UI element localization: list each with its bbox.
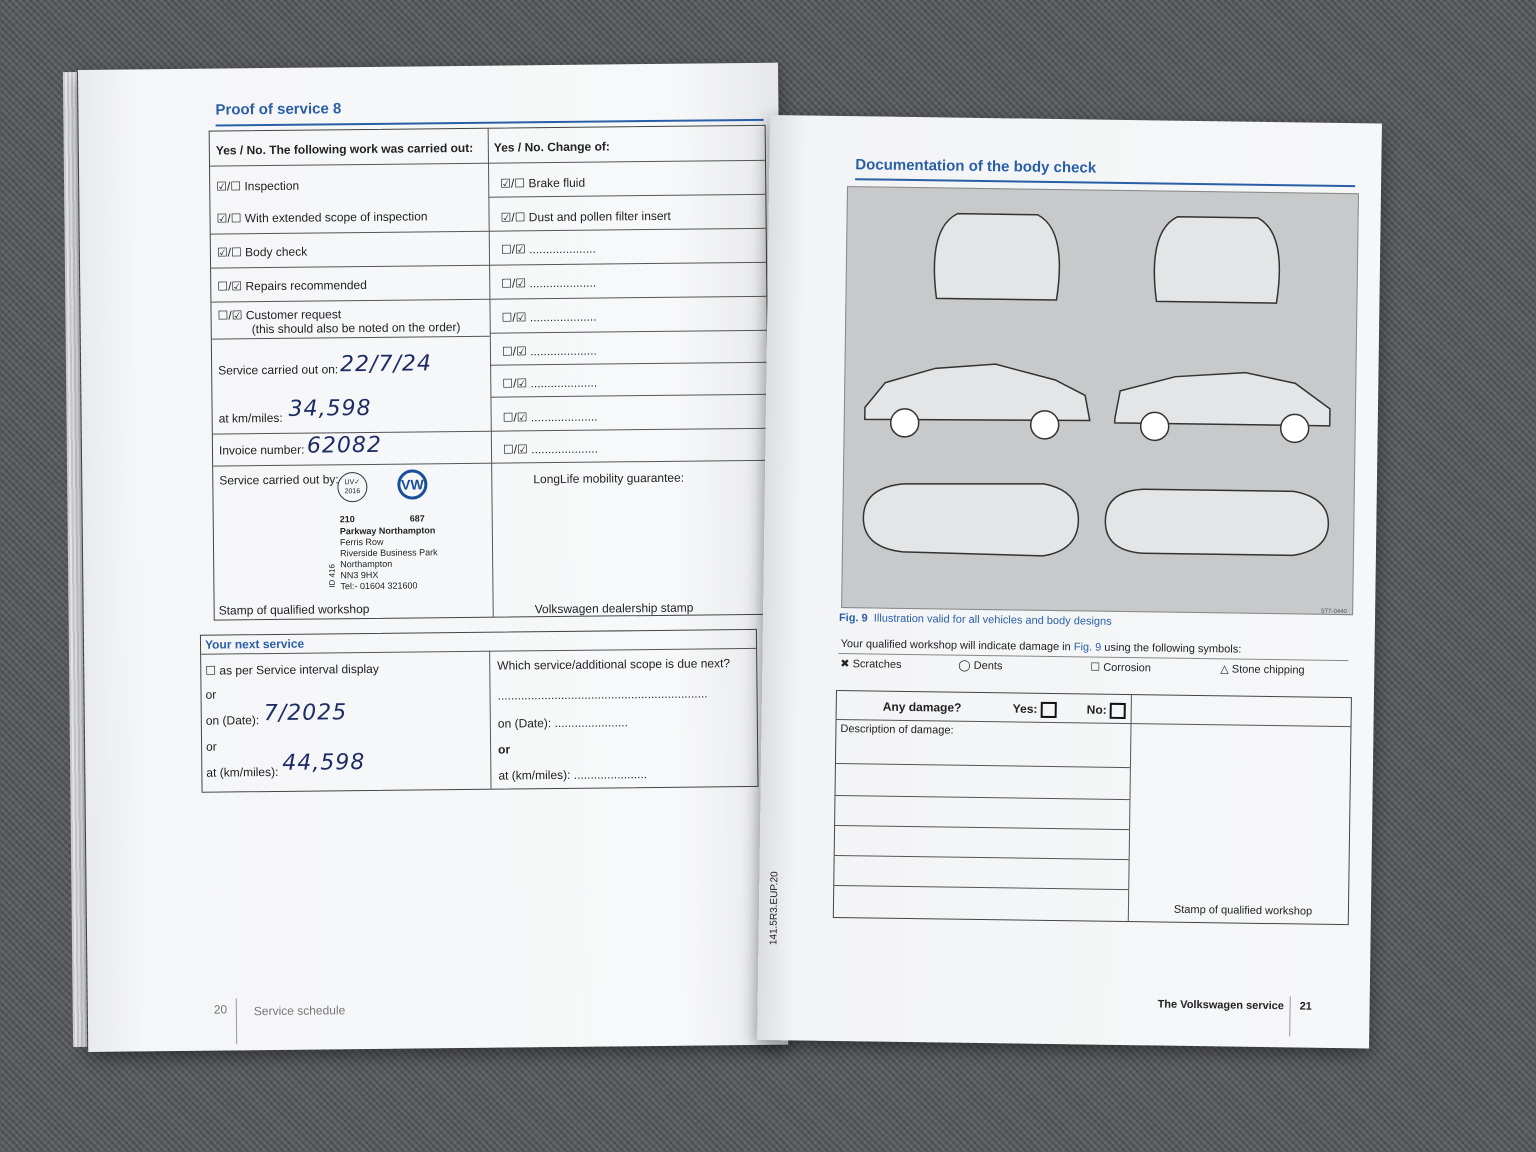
fig-caption: Fig. 9 Illustration valid for all vehicles and body designs [838,612,1112,628]
change-item-blank-5[interactable]: ☐/☑ .................... [502,375,598,391]
stamp-workshop-label: Stamp of qualified workshop [218,601,370,618]
left-page [78,63,788,1052]
car-outlines [842,187,1358,614]
body-check-title: Documentation of the body check [855,156,1097,177]
body-check-title-rule [855,178,1355,187]
work-carried-out-header: Yes / No. The following work was carried out: [215,140,474,158]
next-service-km-label: at (km/miles): [206,764,279,780]
service-date-label: Service carried out on: [218,362,339,378]
work-item-body-check[interactable]: ☑/☐ Body check [216,244,308,260]
change-item-brake-fluid[interactable]: ☑/☐ Brake fluid [500,175,586,191]
uv-badge: UV✓ 2016 [337,472,367,502]
next-service-table [200,629,759,793]
car-front-view [1154,216,1280,303]
damage-stamp-label: Stamp of qualified workshop [1173,903,1313,918]
change-item-pollen-filter[interactable]: ☑/☐ Dust and pollen filter insert [500,208,671,225]
car-body-illustration [841,186,1359,615]
next-service-scope-header: Which service/additional scope is due next? [497,656,731,673]
change-item-blank-2[interactable]: ☐/☑ .................... [501,275,597,291]
symbol-stone-chipping: △ Stone chipping [1220,663,1305,677]
car-underbody-view [1105,489,1329,556]
damage-no[interactable]: No: [1087,702,1127,719]
left-page-section: Service schedule [253,1003,346,1019]
next-service-or-1: or [205,687,217,702]
vw-logo: VW [397,469,427,499]
car-rear-view [934,213,1060,300]
dealership-stamp-label: Volkswagen dealership stamp [534,600,694,617]
change-item-blank-3[interactable]: ☐/☑ .................... [501,309,597,325]
next-service-right-km[interactable]: at (km/miles): ...................... [498,767,648,783]
next-service-km-handwritten: 44,598 [282,750,366,776]
service-by-label: Service carried out by: [219,472,339,488]
next-service-interval-option[interactable]: ☐ as per Service interval display [205,661,379,678]
change-item-blank-6[interactable]: ☐/☑ .................... [502,409,598,425]
stamp-number-left: 210 [339,514,355,525]
symbol-scratches: ✖ Scratches [840,658,902,671]
change-item-blank-1[interactable]: ☐/☑ .................... [500,241,596,257]
work-item-inspection[interactable]: ☑/☐ Inspection [216,178,300,194]
stamp-address: Parkway Northampton Ferris Row Riverside Business Park Northampton NN3 9HX Tel:- 01604 321600 [339,525,438,592]
damage-yes-checkbox[interactable] [1041,702,1057,718]
stamp-side-code: ID 416 [327,564,337,588]
next-service-date-label: on (Date): [205,713,260,728]
work-item-extended-scope[interactable]: ☑/☐ With extended scope of inspection [216,209,428,226]
next-service-right-or: or [498,742,511,757]
damage-table [833,690,1352,925]
damage-yes[interactable]: Yes: [1013,701,1057,718]
proof-of-service-title: Proof of service 8 [215,100,342,119]
km-miles-label: at km/miles: [218,410,283,426]
right-page-section: The Volkswagen service [1157,998,1285,1013]
car-top-view [863,481,1079,556]
invoice-label: Invoice number: [218,442,305,458]
damage-no-checkbox[interactable] [1110,703,1126,719]
symbol-corrosion: ☐ Corrosion [1090,661,1152,675]
any-damage-label: Any damage? [882,699,962,715]
fig-code: 5T7-0440 [1321,608,1347,616]
symbol-dents: ◯ Dents [958,659,1003,673]
right-page [757,115,1382,1048]
damage-description-label: Description of damage: [840,723,954,737]
change-of-header: Yes / No. Change of: [493,139,610,155]
next-service-scope-dots[interactable]: ............................................................... [497,686,708,703]
right-side-code: 141.5R3.EUP.20 [768,871,781,946]
service-date-handwritten: 22/7/24 [339,351,433,378]
change-item-blank-4[interactable]: ☐/☑ .................... [501,343,597,359]
left-page-number: 20 [213,1002,228,1017]
customer-request-note: (this should also be noted on the order) [251,320,461,337]
km-miles-handwritten: 34,598 [288,395,372,422]
stamp-number-right: 687 [409,513,425,524]
next-service-date-handwritten: 7/2025 [263,700,348,727]
symbols-intro: Your qualified workshop will indicate damage in Fig. 9 using the following symbols: [840,638,1242,656]
next-service-right-date[interactable]: on (Date): ...................... [497,715,628,731]
change-item-blank-7[interactable]: ☐/☑ .................... [502,441,598,457]
work-item-repairs[interactable]: ☐/☑ Repairs recommended [217,277,367,294]
invoice-handwritten: 62082 [306,432,383,459]
service-table [209,125,771,621]
next-service-title: Your next service [204,636,305,652]
right-page-number: 21 [1299,1000,1312,1013]
work-item-customer-request[interactable]: ☐/☑ Customer request [217,307,342,323]
next-service-or-2: or [206,739,217,754]
longlife-label: LongLife mobility guarantee: [533,470,685,487]
